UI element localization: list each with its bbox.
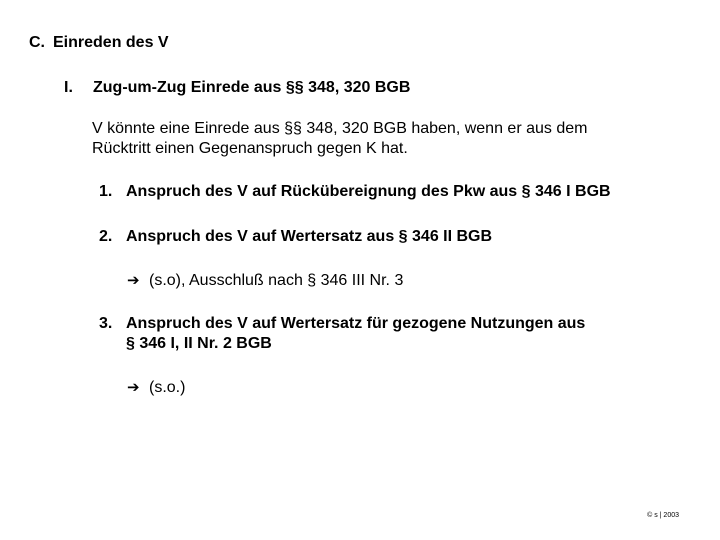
- list-item-1: [99, 182, 611, 202]
- item-3-line-2: § 346 I, II Nr. 2 BGB: [126, 335, 272, 352]
- right-arrow-icon: ➔: [127, 271, 140, 289]
- item-3-note: [127, 377, 185, 398]
- intro-line-2: Rücktritt einen Gegenanspruch gegen K hat.: [92, 140, 408, 157]
- item-1-text: Anspruch des V auf Rückübereignung des Pkw aus § 346 I BGB: [126, 183, 611, 200]
- item-2-text: Anspruch des V auf Wertersatz aus § 346 II BGB: [126, 228, 493, 245]
- section-title: Einreden des V: [53, 34, 169, 51]
- item-3-number: 3.: [99, 315, 113, 332]
- footer-copyright: © s | 2003: [647, 512, 679, 519]
- intro-line-1: V könnte eine Einrede aus §§ 348, 320 BGB haben, wenn er aus dem: [92, 120, 588, 137]
- section-number: C.: [29, 34, 45, 51]
- item-2-number: 2.: [99, 228, 113, 245]
- intro-paragraph: [92, 119, 587, 159]
- item-1-number: 1.: [99, 183, 113, 200]
- subsection-title: Zug-um-Zug Einrede aus §§ 348, 320 BGB: [93, 79, 411, 96]
- item-3-note-text: (s.o.): [149, 379, 186, 396]
- subsection-number: I.: [64, 79, 73, 96]
- subsection-heading: [64, 78, 410, 98]
- list-item-2: [99, 227, 492, 247]
- item-2-note: [127, 270, 403, 291]
- right-arrow-icon: ➔: [127, 378, 140, 396]
- section-heading: [29, 33, 169, 53]
- list-item-3: [99, 314, 585, 354]
- item-2-note-text: (s.o), Ausschluß nach § 346 III Nr. 3: [149, 272, 404, 289]
- item-3-text: [126, 314, 585, 354]
- item-3-line-1: Anspruch des V auf Wertersatz für gezogene Nutzungen aus: [126, 315, 586, 332]
